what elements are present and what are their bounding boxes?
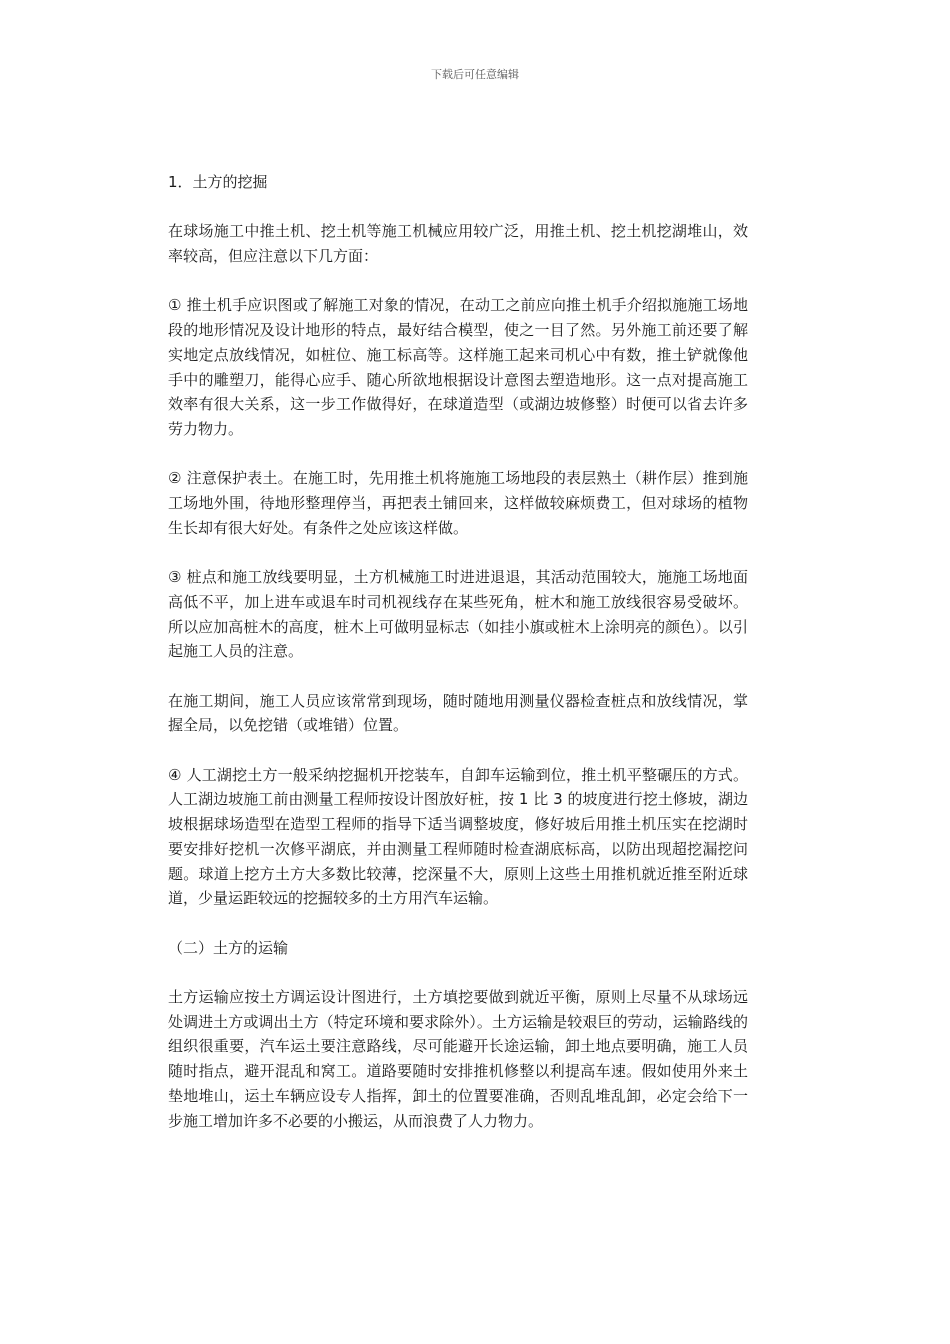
section-2-title: （二）土方的运输 bbox=[168, 938, 289, 957]
point-2-paragraph: ② 注意保护表土。在施工时，先用推土机将施施工场地段的表层熟土（耕作层）推到施工场地外围，待地形整理停当，再把表土铺回来，这样做较麻烦费工，但对球场的植物生长却有很大好处。有条件之处应该这样做。 bbox=[168, 469, 748, 537]
intro-paragraph: 在球场施工中推土机、挖土机等施工机械应用较广泛，用推土机、挖土机挖湖堆山，效率较高，但应注意以下几方面： bbox=[168, 222, 748, 266]
page-header: 下载后可任意编辑 bbox=[431, 68, 519, 81]
point-4-paragraph: ④ 人工湖挖土方一般采纳挖掘机开挖装车，自卸车运输到位，推土机平整碾压的方式。人工湖边坡施工前由测量工程师按设计图放好桩，按 1 比 3 的坡度进行挖土修坡，湖边坡根据球场造型在造型工程师的指导下适当调整坡度，修好坡后用推土机压实在挖湖时要安排好挖机一次修平湖底，并由测量工程师随时检查湖底标高，以防出现超挖漏挖问题。球道上挖方土方大多数比较薄，挖深量不大，原则上这些土用推机就近推至附近球道，少量运距较远的挖掘较多的土方用汽车运输。 bbox=[168, 765, 748, 908]
point-1-paragraph: ① 推土机手应识图或了解施工对象的情况，在动工之前应向推土机手介绍拟施施工场地段的地形情况及设计地形的特点，最好结合模型，使之一目了然。另外施工前还要了解实地定点放线情况，如桩位、施工标高等。这样施工起来司机心中有数，推土铲就像他手中的雕塑刀，能得心应手、随心所欲地根据设计意图去塑造地形。这一点对提高施工效率有很大关系，这一步工作做得好，在球道造型（或湖边坡修整）时便可以省去许多劳力物力。 bbox=[168, 296, 748, 438]
check-paragraph: 在施工期间，施工人员应该常常到现场，随时随地用测量仪器检查桩点和放线情况，掌握全局，以免挖错（或堆错）位置。 bbox=[168, 691, 748, 735]
document-body bbox=[168, 170, 748, 1158]
point-3-paragraph: ③ 桩点和施工放线要明显，土方机械施工时进进退退，其活动范围较大，施施工场地面高低不平，加上进车或退车时司机视线存在某些死角，桩木和施工放线很容易受破坏。所以应加高桩木的高度，桩木上可做明显标志（如挂小旗或桩木上涂明亮的颜色）。以引起施工人员的注意。 bbox=[168, 568, 748, 661]
transport-paragraph: 土方运输应按土方调运设计图进行，土方填挖要做到就近平衡，原则上尽量不从球场远处调进土方或调出土方（特定环境和要求除外）。土方运输是较艰巨的劳动，运输路线的组织很重要，汽车运土要注意路线，尽可能避开长途运输，卸土地点要明确，施工人员随时指点，避开混乱和窝工。道路要随时安排推机修整以利提高车速。假如使用外来土垫地堆山，运土车辆应设专人指挥，卸土的位置要准确，否则乱堆乱卸，必定会给下一步施工增加许多不必要的小搬运，从而浪费了人力物力。 bbox=[168, 988, 748, 1130]
section-1-title: 1．土方的挖掘 bbox=[168, 173, 268, 191]
